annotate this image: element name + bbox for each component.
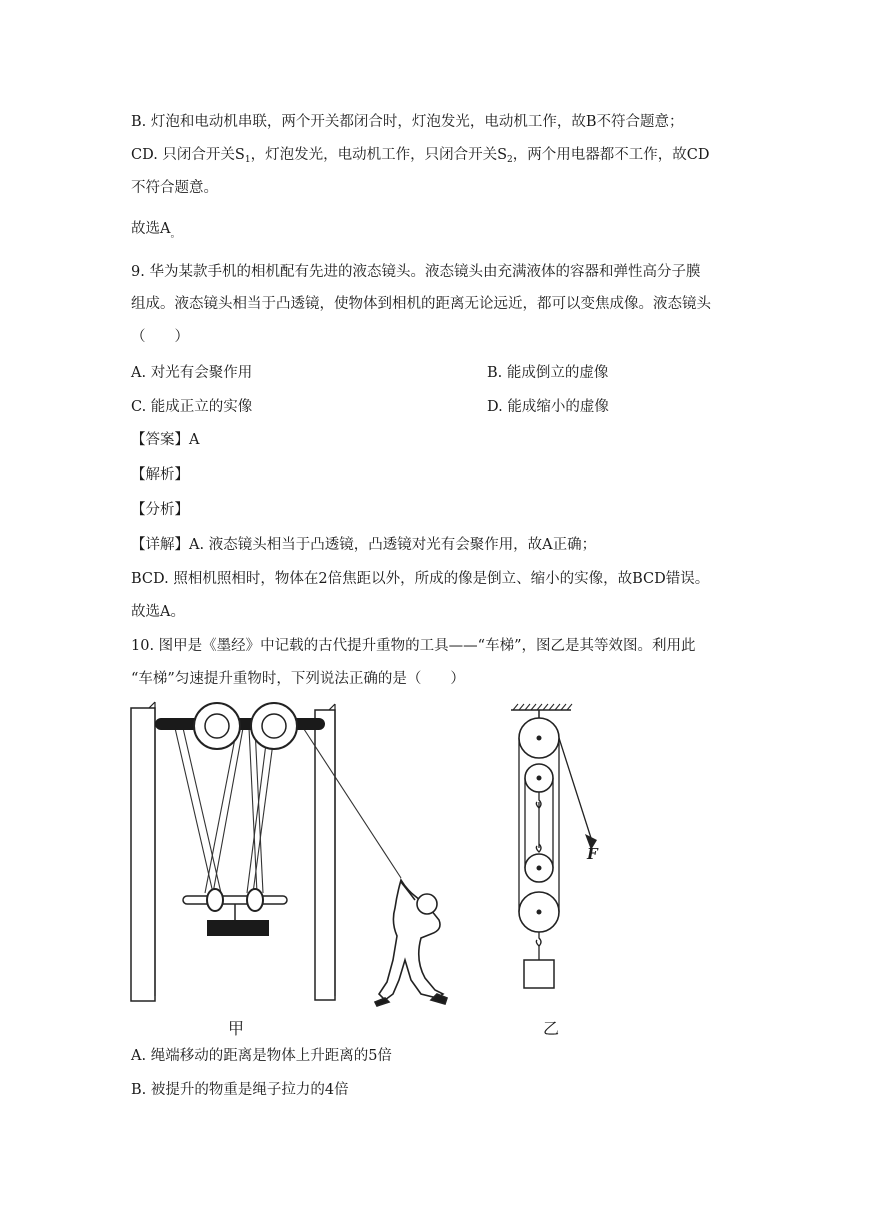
left-post — [131, 708, 155, 1001]
q9-fenxi-heading: 【分析】 — [131, 502, 189, 518]
q10-stem-line2: “车梯”匀速提升重物时，下列说法正确的是（ ） — [131, 671, 465, 687]
subscript: 1 — [244, 155, 251, 165]
q9-option-b: B. 能成倒立的虚像 — [487, 365, 609, 381]
person-pulling-rope — [375, 880, 447, 1006]
lower-wheel-left — [207, 889, 223, 911]
text-part: 故选A — [131, 221, 171, 237]
text-part: CD. 只闭合开关S — [131, 147, 245, 163]
lower-wheel-right — [247, 889, 263, 911]
figure-yi-pulley-diagram — [505, 700, 615, 1000]
figure-jia-chariot-ladder — [125, 698, 475, 1043]
q9-answer: 【答案】A — [131, 432, 200, 448]
previous-conclusion — [131, 219, 180, 245]
q9-blank: （ ） — [131, 329, 189, 345]
q9-stem-line1: 9. 华为某款手机的相机配有先进的液态镜头。液态镜头由充满液体的容器和弹性高分子膜 — [131, 264, 701, 280]
right-post — [315, 710, 335, 1000]
q9-option-a: A. 对光有会聚作用 — [131, 365, 253, 381]
load-box — [524, 960, 554, 988]
q10-stem-line1: 10. 图甲是《墨经》中记载的古代提升重物的工具——“车梯”，图乙是其等效图。利用此 — [131, 638, 696, 654]
q9-option-d: D. 能成缩小的虚像 — [487, 399, 609, 415]
text-part: ，灯泡发光，电动机工作，只闭合开关S — [250, 147, 508, 163]
subscript: 2 — [507, 155, 513, 165]
heavy-weight — [207, 920, 269, 936]
q9-bcd-explanation: BCD. 照相机照相时，物体在2倍焦距以外，所成的像是倒立、缩小的实像，故BCD错误。 — [131, 571, 710, 587]
option-cd-explanation — [131, 145, 710, 170]
text-part: ，两个用电器都不工作，故CD — [512, 147, 710, 163]
pulley-rope — [519, 738, 591, 912]
force-label: F — [587, 845, 598, 863]
q9-analysis-heading: 【解析】 — [131, 467, 189, 483]
q9-stem-line2: 组成。液态镜头相当于凸透镜，使物体到相机的距离无论远近，都可以变焦成像。液态镜头 — [131, 296, 711, 312]
q10-option-a: A. 绳端移动的距离是物体上升距离的5倍 — [131, 1048, 392, 1064]
option-cd-explanation-cont: 不符合题意。 — [131, 180, 218, 196]
q9-detail: 【详解】A. 液态镜头相当于凸透镜，凸透镜对光有会聚作用，故A正确； — [131, 537, 597, 553]
period: 。 — [170, 229, 181, 240]
lower-axle — [183, 896, 287, 904]
q10-option-b: B. 被提升的物重是绳子拉力的4倍 — [131, 1082, 349, 1098]
figure-label-jia: 甲 — [228, 1019, 245, 1038]
q9-conclusion: 故选A。 — [131, 604, 185, 620]
figure-label-yi: 乙 — [543, 1019, 560, 1038]
option-b-explanation: B. 灯泡和电动机串联，两个开关都闭合时，灯泡发光，电动机工作，故B不符合题意； — [131, 114, 684, 130]
q9-option-c: C. 能成正立的实像 — [131, 399, 253, 415]
